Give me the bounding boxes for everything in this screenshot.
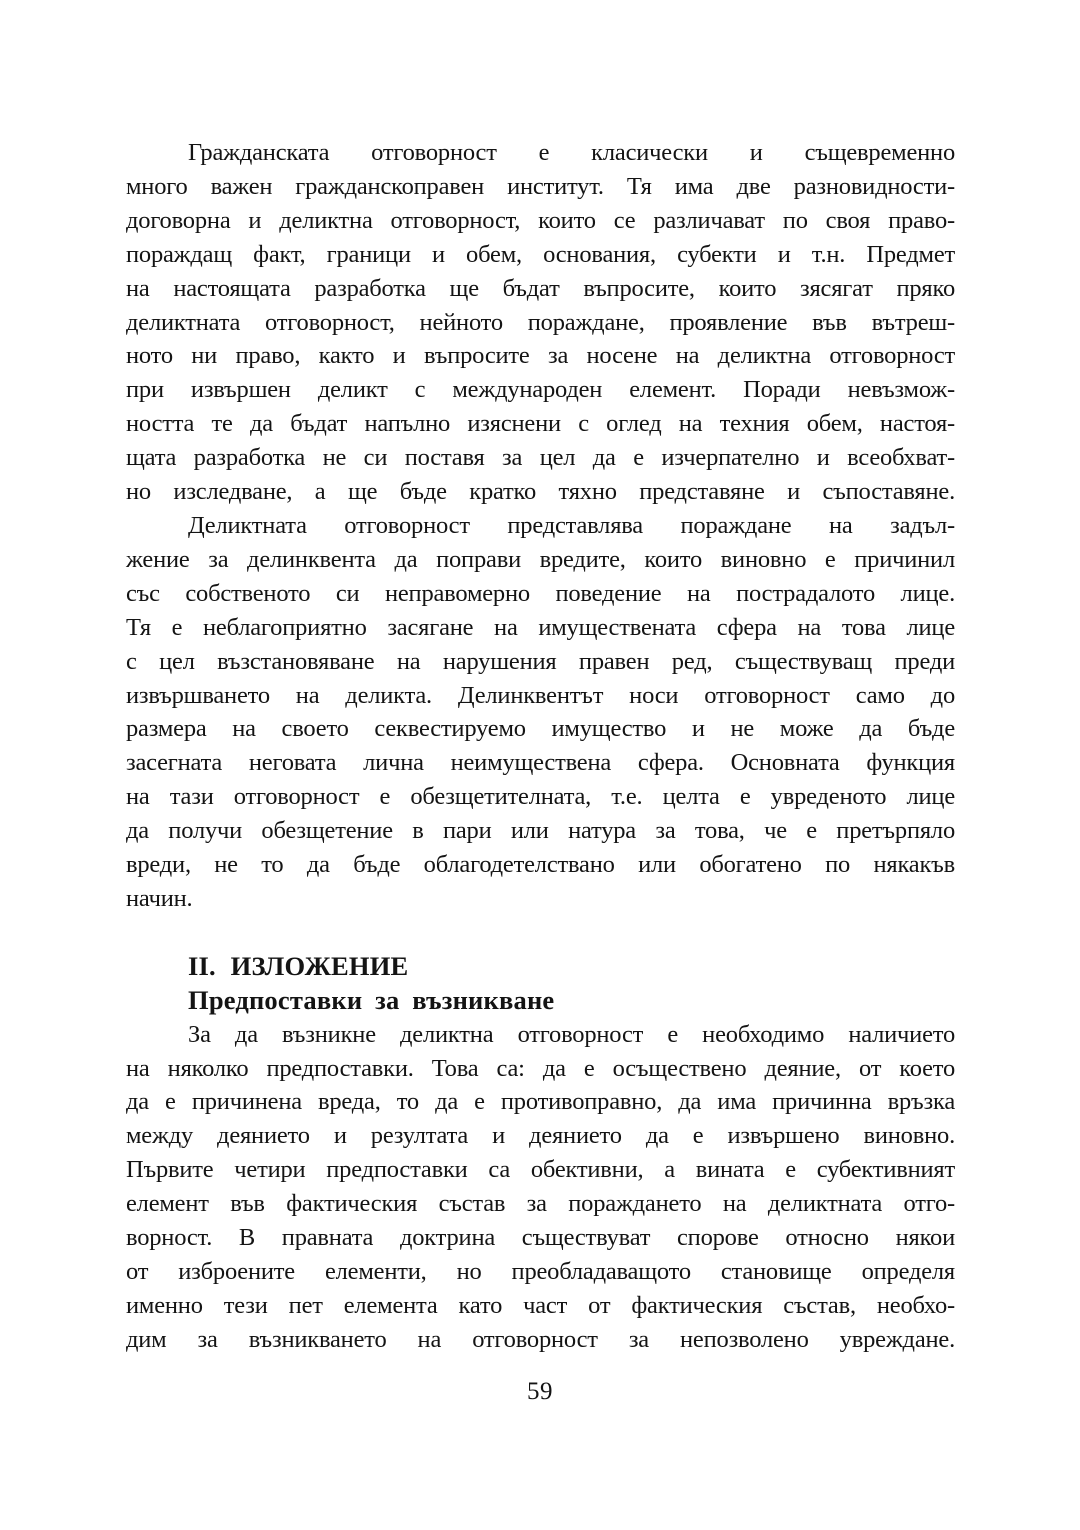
text-line: пораждащ факт, граници и обем, основания, субекти и т.н. Предмет [126, 240, 955, 268]
text-line: ността те да бъдат напълно изяснени с оглед на техния обем, настоя- [126, 410, 955, 438]
paragraph-2 [126, 509, 955, 916]
text-line: засегната неговата лична неимуществена сфера. Основната функция [126, 749, 955, 777]
text-line: Гражданската отговорност е класически и същевременно [188, 139, 955, 166]
text-line: Първите четири предпоставки са обективни, а вината е субективният [126, 1156, 955, 1184]
text-line: на настоящата разработка ще бъдат въпросите, които зясягат пряко [126, 274, 955, 302]
text-line: при извършен деликт с международен елемент. Поради невъзмож- [126, 376, 955, 404]
text-line: начин. [126, 884, 193, 912]
section-heading-block [126, 950, 955, 1018]
text-line: дим за възникването на отговорност за непозволено увреждане. [126, 1325, 955, 1353]
text-line: вреди, не то да бъде облагодетелствано или обогатено по някакъв [126, 851, 955, 879]
text-line: със собственото си неправомерно поведение на пострадалото лице. [126, 579, 955, 607]
text-block [126, 136, 955, 1357]
text-line: с цел възстановяване на нарушения правен ред, съществуващ преди [126, 647, 955, 675]
text-line: да е причинена вреда, то да е противоправно, да има причинна връзка [126, 1088, 955, 1116]
text-line: ното ни право, както и въпросите за носене на деликтна отговорност [126, 342, 955, 370]
paragraph-3 [126, 1018, 955, 1357]
text-line: За да възникне деликтна отговорност е необходимо наличието [188, 1020, 955, 1048]
text-line: елемент във фактическия състав за пораждането на деликтната отго- [126, 1190, 955, 1218]
text-line: деликтната отговорност, нейното пораждане, проявление във вътреш- [126, 308, 955, 336]
text-line: договорна и деликтна отговорност, които се различават по своя право- [126, 206, 955, 234]
section-heading: II. ИЗЛОЖЕНИЕ [188, 950, 409, 981]
text-line: между деянието и резултата и деянието да е извършено виновно. [126, 1122, 955, 1150]
text-line: да получи обезщетение в пари или натура за това, че е претърпяло [126, 817, 955, 845]
text-line: именно тези пет елемента като част от фактическия състав, необхо- [126, 1291, 955, 1319]
text-line: ворност. В правната доктрина съществуват спорове относно някои [126, 1224, 955, 1252]
text-line: размера на своето секвестируемо имущество и не може да бъде [126, 715, 955, 743]
text-line: Тя е неблагоприятно засягане на имуществената сфера на това лице [126, 613, 955, 641]
text-line: на тази отговорност е обезщетителната, т.е. целта е увреденото лице [126, 783, 955, 811]
section-subheading: Предпоставки за възникване [188, 984, 555, 1015]
paragraph-1 [126, 136, 955, 509]
text-line: от изброените елементи, но преобладаващото становище определя [126, 1258, 955, 1285]
text-line: щата разработка не си поставя за цел да е изчерпателно и всеобхват- [126, 444, 955, 472]
text-line: но изследване, а ще бъде кратко тяхно представяне и съпоставяне. [126, 478, 955, 506]
text-line: Деликтната отговорност представлява пораждане на задъл- [188, 511, 955, 539]
page-number: 59 [527, 1378, 553, 1405]
text-line: извършването на деликта. Делинквентът носи отговорност само до [126, 681, 955, 709]
text-line: жение за делинквента да поправи вредите, които виновно е причинил [126, 545, 955, 573]
text-line: на няколко предпоставки. Това са: да е осъществено деяние, от което [126, 1054, 955, 1082]
text-line: много важен гражданскоправен институт. Тя има две разновидности- [126, 172, 955, 200]
